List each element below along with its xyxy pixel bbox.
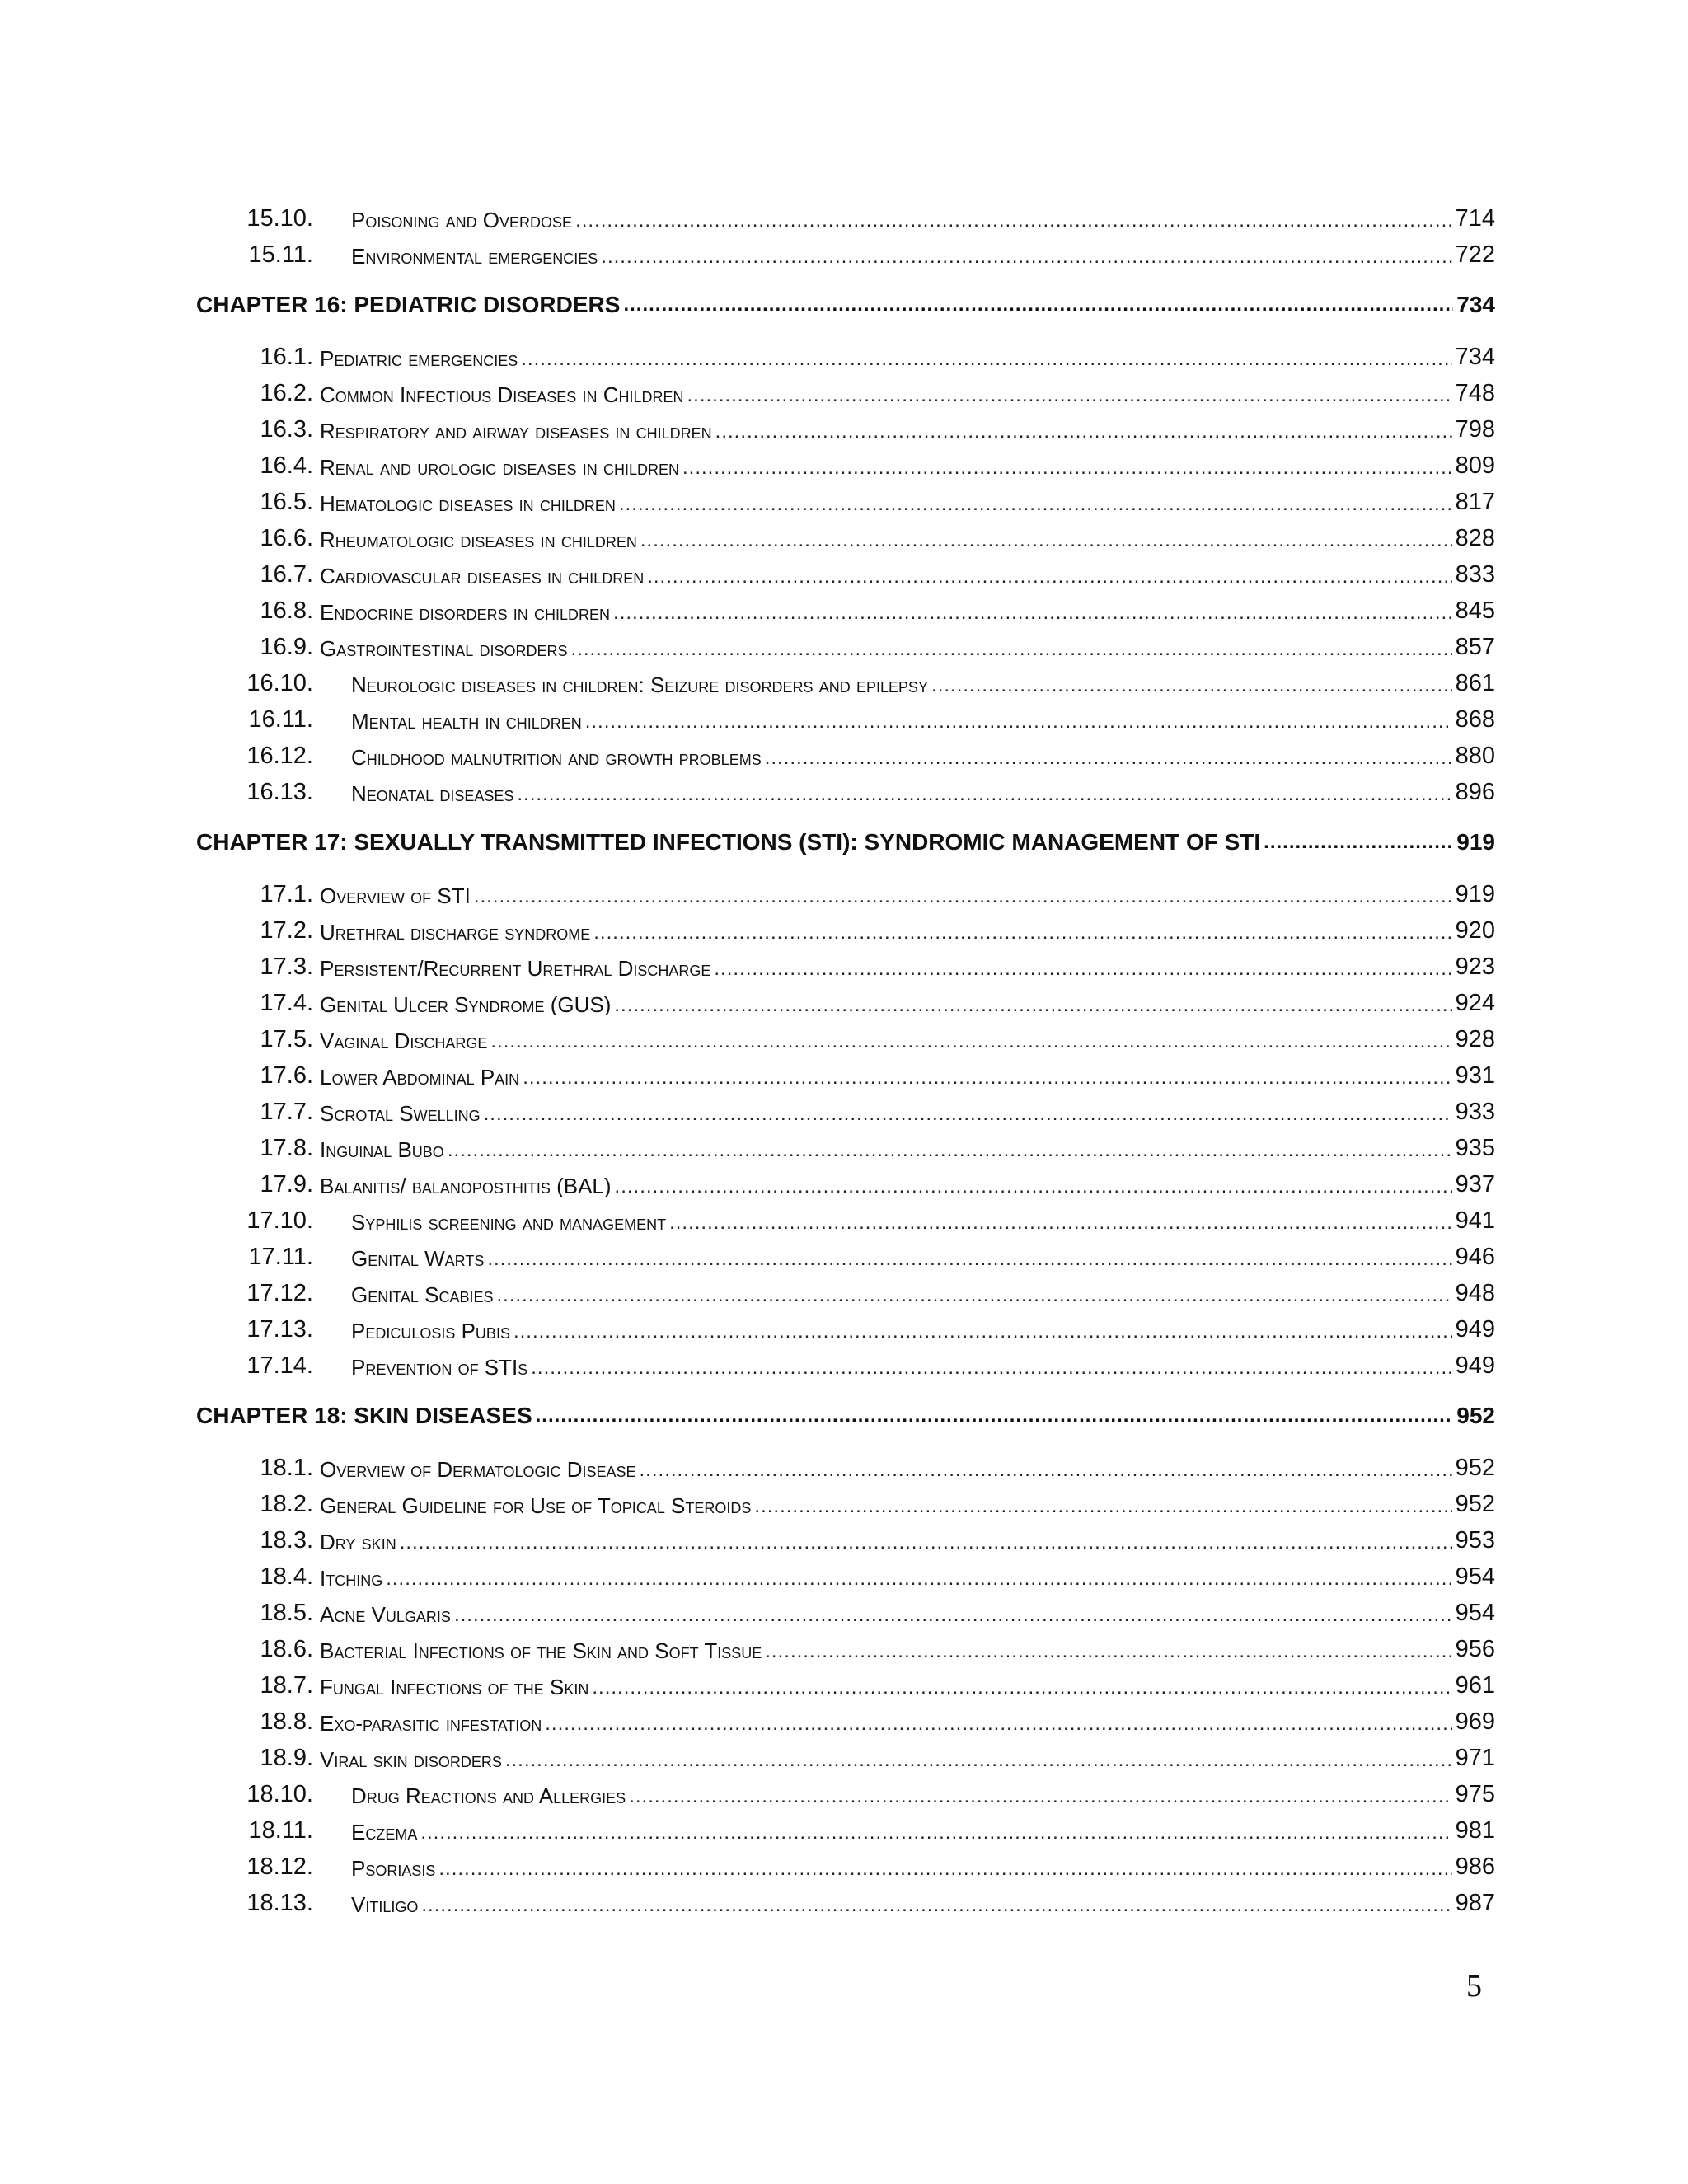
dot-leader [484,1104,1452,1124]
toc-section-entry[interactable] [198,1594,1495,1630]
section-title-line [351,1819,1495,1843]
section-page-number: 935 [1455,1137,1495,1160]
dot-leader [474,887,1452,907]
section-title: Genital Scabies [351,1282,494,1305]
section-page-number: 714 [1455,207,1495,231]
section-number: 16.2. [260,380,313,406]
section-title-line [320,1529,1495,1553]
section-title-line [320,1565,1495,1589]
section-title-line [320,599,1495,623]
section-number: 17.9. [260,1171,313,1197]
section-page-number: 809 [1455,454,1495,478]
dot-leader [438,1859,1451,1879]
section-number: 17.14. [246,1352,313,1379]
section-title-line [351,708,1495,732]
toc-chapter-entry[interactable] [196,816,1495,869]
section-title: Common Infectious Diseases in Children [320,382,684,405]
dot-leader [490,1032,1451,1052]
section-number: 17.11. [248,1244,313,1270]
toc-section-entry[interactable] [198,1739,1495,1775]
section-page-number: 987 [1455,1891,1495,1915]
section-title: Overview of Dermatologic Disease [320,1457,636,1480]
section-title-line [351,243,1495,267]
section-number: 16.11. [248,706,313,733]
dot-leader [615,1177,1452,1197]
section-title: Childhood malnutrition and growth problems [351,745,762,768]
section-page-number: 734 [1455,345,1495,369]
section-page-number: 923 [1455,955,1495,979]
section-title: Pediatric emergencies [320,346,518,369]
dot-leader [593,923,1451,943]
section-title: Itching [320,1566,383,1589]
section-number: 18.12. [246,1854,313,1880]
toc-section-entry[interactable] [198,1703,1495,1739]
section-page-number: 868 [1455,708,1495,732]
section-page-number: 920 [1455,919,1495,943]
section-page-number: 948 [1455,1282,1495,1305]
section-title: Mental health in children [351,709,582,732]
section-page-number: 896 [1455,780,1495,804]
dot-leader [505,1750,1452,1770]
section-page-number: 924 [1455,991,1495,1015]
section-page-number: 748 [1455,382,1495,405]
section-page-number: 857 [1455,635,1495,659]
dot-leader [640,1460,1452,1480]
section-title-line [320,1028,1495,1052]
section-page-number: 880 [1455,744,1495,768]
section-number: 18.11. [248,1817,313,1844]
section-title-line [351,672,1495,696]
toc-section-entry[interactable] [198,1775,1495,1811]
section-title: Eczema [351,1820,418,1843]
section-title: Pediculosis Pubis [351,1319,510,1342]
section-page-number: 975 [1455,1783,1495,1807]
toc-section-entry[interactable] [198,737,1495,773]
toc-section-entry[interactable] [198,628,1495,664]
dot-leader [619,494,1452,514]
section-number: 16.7. [260,561,313,588]
section-title: Psoriasis [351,1856,436,1879]
table-of-contents [198,199,1495,1920]
section-number: 17.10. [246,1207,313,1234]
section-title-line [351,1783,1495,1807]
section-title: Vitiligo [351,1892,419,1915]
toc-section-entry[interactable] [198,1093,1495,1129]
dot-leader [513,1322,1452,1342]
section-page-number: 949 [1455,1318,1495,1342]
dot-leader [531,1358,1451,1378]
section-number: 16.9. [260,634,313,660]
dot-leader [669,1213,1452,1233]
toc-section-entry[interactable] [198,410,1495,447]
dot-leader [521,349,1451,369]
section-title: Scrotal Swelling [320,1101,481,1124]
section-title-line [320,991,1495,1015]
section-title-line [320,1173,1495,1197]
dot-leader [715,422,1452,442]
section-page-number: 931 [1455,1064,1495,1088]
section-page-number: 817 [1455,490,1495,514]
chapter-page-number: 734 [1456,292,1495,317]
section-number: 16.10. [246,670,313,696]
section-number: 16.8. [260,598,313,624]
section-page-number: 828 [1455,527,1495,551]
toc-section-entry[interactable] [198,1449,1495,1485]
section-title: Acne Vulgaris [320,1602,451,1625]
section-title: Dry skin [320,1530,396,1553]
section-number: 18.9. [260,1745,313,1771]
dot-leader [523,1068,1451,1088]
dot-leader [765,1642,1451,1661]
section-title-line [320,919,1495,943]
section-title: Respiratory and airway diseases in children [320,419,712,442]
section-page-number: 949 [1455,1354,1495,1378]
toc-section-entry[interactable] [198,1238,1495,1274]
dot-leader [647,567,1451,587]
section-title-line [351,1282,1495,1305]
toc-section-entry[interactable] [198,447,1495,483]
section-title-line [320,490,1495,514]
dot-leader [575,211,1452,231]
section-number: 16.13. [246,779,313,805]
section-title-line [320,1137,1495,1160]
toc-section-entry[interactable] [198,1165,1495,1202]
section-title: Lower Abdominal Pain [320,1065,520,1088]
toc-section-entry[interactable] [198,773,1495,809]
section-number: 16.5. [260,489,313,515]
toc-section-entry[interactable] [198,592,1495,628]
chapter-title: CHAPTER 17: SEXUALLY TRANSMITTED INFECTIONS (STI): SYNDROMIC MANAGEMENT OF STI [196,829,1261,855]
section-title: Genital Warts [351,1246,485,1269]
dot-leader [629,1787,1451,1807]
section-title-line [320,563,1495,587]
toc-section-entry[interactable] [198,1020,1495,1057]
section-title-line [320,955,1495,979]
toc-section-entry[interactable] [198,1129,1495,1165]
section-title: Genital Ulcer Syndrome (GUS) [320,992,612,1015]
section-title-line [351,1209,1495,1233]
section-title: Vaginal Discharge [320,1029,488,1052]
section-number: 16.1. [260,344,313,370]
section-number: 18.7. [260,1672,313,1699]
section-page-number: 933 [1455,1100,1495,1124]
section-title: Viral skin disorders [320,1747,502,1770]
section-title-line [320,1456,1495,1480]
dot-leader [682,458,1452,478]
chapter-page-number: 919 [1456,829,1495,855]
section-title: Hematologic diseases in children [320,491,616,514]
section-number: 18.5. [260,1600,313,1626]
section-title: Endocrine disorders in children [320,600,611,623]
section-number: 15.11. [248,241,313,268]
section-number: 17.13. [246,1316,313,1343]
dot-leader [1264,831,1453,854]
section-page-number: 954 [1455,1601,1495,1625]
section-number: 17.3. [260,954,313,980]
section-title: Poisoning and Overdose [351,208,573,231]
toc-section-entry[interactable] [198,519,1495,555]
section-title: Balanitis/ balanoposthitis (BAL) [320,1174,612,1197]
dot-leader [931,676,1452,696]
section-page-number: 981 [1455,1819,1495,1843]
section-title-line [351,1318,1495,1342]
section-number: 17.6. [260,1062,313,1089]
chapter-title: CHAPTER 16: PEDIATRIC DISORDERS [196,292,621,317]
section-number: 17.4. [260,990,313,1016]
dot-leader [592,1678,1451,1698]
toc-section-entry[interactable] [198,912,1495,948]
toc-section-entry[interactable] [198,1521,1495,1558]
section-title: Drug Reactions and Allergies [351,1783,626,1807]
section-page-number: 845 [1455,599,1495,623]
dot-leader [448,1141,1452,1160]
section-title: Fungal Infections of the Skin [320,1675,589,1698]
section-number: 16.3. [260,416,313,443]
section-title-line [351,207,1495,231]
dot-leader [420,1823,1451,1843]
dot-leader [714,959,1451,979]
toc-section-entry[interactable] [198,199,1495,236]
dot-leader [536,1404,1454,1427]
section-title: Overview of STI [320,883,471,907]
toc-section-entry[interactable] [198,374,1495,410]
toc-section-entry[interactable] [198,1202,1495,1238]
dot-leader [517,785,1451,804]
section-title: Neonatal diseases [351,781,514,804]
dot-leader [765,748,1452,768]
section-page-number: 798 [1455,418,1495,442]
section-title: Cardiovascular diseases in children [320,564,645,587]
section-number: 17.5. [260,1026,313,1052]
toc-section-entry[interactable] [198,701,1495,737]
chapter-page-number: 952 [1456,1403,1495,1428]
section-title-line [320,1493,1495,1516]
section-title-line [320,345,1495,369]
section-title-line [351,1855,1495,1879]
section-number: 16.4. [260,452,313,479]
section-title: Syphilis screening and management [351,1210,667,1233]
section-title-line [320,1746,1495,1770]
section-title-line [320,1710,1495,1734]
dot-leader [754,1497,1451,1516]
section-number: 16.12. [246,743,313,769]
section-number: 18.3. [260,1527,313,1554]
section-number: 18.4. [260,1563,313,1590]
toc-section-entry[interactable] [198,1848,1495,1884]
toc-chapter-entry[interactable] [196,1390,1495,1442]
dot-leader [421,1896,1451,1915]
section-title-line [320,382,1495,405]
section-title: Renal and urologic diseases in children [320,455,679,478]
section-page-number: 971 [1455,1746,1495,1770]
section-page-number: 928 [1455,1028,1495,1052]
section-number: 18.8. [260,1708,313,1735]
section-number: 17.8. [260,1135,313,1161]
section-page-number: 833 [1455,563,1495,587]
toc-section-entry[interactable] [198,1310,1495,1347]
section-title-line [320,454,1495,478]
section-number: 16.6. [260,525,313,551]
toc-section-entry[interactable] [198,555,1495,592]
section-title-line [320,1064,1495,1088]
section-title: Urethral discharge syndrome [320,920,591,943]
section-page-number: 961 [1455,1674,1495,1698]
dot-leader [687,386,1452,405]
toc-section-entry[interactable] [198,664,1495,701]
section-page-number: 861 [1455,672,1495,696]
toc-section-entry[interactable] [198,1057,1495,1093]
toc-section-entry[interactable] [198,1558,1495,1594]
section-title-line [320,1638,1495,1661]
dot-leader [640,531,1452,551]
section-page-number: 937 [1455,1173,1495,1197]
section-page-number: 952 [1455,1493,1495,1516]
toc-section-entry[interactable] [198,483,1495,519]
section-page-number: 986 [1455,1855,1495,1879]
section-title: General Guideline for Use of Topical Steroids [320,1493,752,1516]
section-title: Bacterial Infections of the Skin and Soft Tissue [320,1638,762,1661]
dot-leader [613,603,1452,623]
toc-section-entry[interactable] [198,1347,1495,1383]
section-page-number: 969 [1455,1710,1495,1734]
dot-leader [601,247,1451,267]
section-title: Rheumatologic diseases in children [320,527,637,551]
toc-section-entry[interactable] [198,1274,1495,1310]
section-number: 18.2. [260,1491,313,1517]
section-number: 18.1. [260,1455,313,1481]
toc-section-entry[interactable] [198,1811,1495,1848]
section-page-number: 722 [1455,243,1495,267]
dot-leader [386,1569,1451,1589]
section-page-number: 946 [1455,1245,1495,1269]
section-title-line [351,1354,1495,1378]
dot-leader [571,640,1452,659]
section-page-number: 956 [1455,1638,1495,1661]
section-title-line [351,1891,1495,1915]
dot-leader [545,1714,1451,1734]
section-title-line [320,1601,1495,1625]
section-title: Gastrointestinal disorders [320,636,568,659]
section-title: Exo-parasitic infestation [320,1711,542,1734]
section-title-line [351,780,1495,804]
section-number: 17.1. [260,881,313,907]
toc-section-entry[interactable] [198,338,1495,374]
dot-leader [623,293,1453,316]
section-page-number: 919 [1455,883,1495,907]
section-title: Prevention of STIs [351,1355,528,1378]
section-number: 17.7. [260,1099,313,1125]
section-number: 18.13. [246,1890,313,1916]
toc-section-entry[interactable] [198,948,1495,984]
dot-leader [454,1605,1452,1625]
dot-leader [585,712,1452,732]
section-title-line [320,418,1495,442]
section-title: Inguinal Bubo [320,1137,444,1160]
section-number: 17.2. [260,917,313,944]
toc-section-entry[interactable] [198,1485,1495,1521]
section-page-number: 953 [1455,1529,1495,1553]
toc-section-entry[interactable] [198,1884,1495,1920]
section-page-number: 954 [1455,1565,1495,1589]
page-number: 5 [1466,1969,1482,2004]
section-number: 15.10. [246,205,313,232]
section-title-line [320,527,1495,551]
section-title-line [351,1245,1495,1269]
toc-section-entry[interactable] [198,236,1495,272]
dot-leader [487,1249,1451,1269]
section-title: Neurologic diseases in children: Seizure disorders and epilepsy [351,673,929,696]
section-title: Persistent/Recurrent Urethral Discharge [320,956,711,979]
toc-section-entry[interactable] [198,984,1495,1020]
section-title-line [320,1674,1495,1698]
toc-chapter-entry[interactable] [196,279,1495,331]
section-number: 18.10. [246,1781,313,1807]
section-number: 18.6. [260,1636,313,1662]
section-title-line [320,883,1495,907]
toc-section-entry[interactable] [198,875,1495,912]
toc-section-entry[interactable] [198,1666,1495,1703]
section-title-line [320,1100,1495,1124]
section-page-number: 952 [1455,1456,1495,1480]
dot-leader [497,1286,1452,1305]
dot-leader [614,996,1451,1015]
toc-section-entry[interactable] [198,1630,1495,1666]
section-title-line [320,635,1495,659]
section-title-line [351,744,1495,768]
dot-leader [400,1533,1452,1553]
section-title: Environmental emergencies [351,244,598,267]
section-number: 17.12. [246,1280,313,1306]
section-page-number: 941 [1455,1209,1495,1233]
chapter-title: CHAPTER 18: SKIN DISEASES [196,1403,532,1428]
